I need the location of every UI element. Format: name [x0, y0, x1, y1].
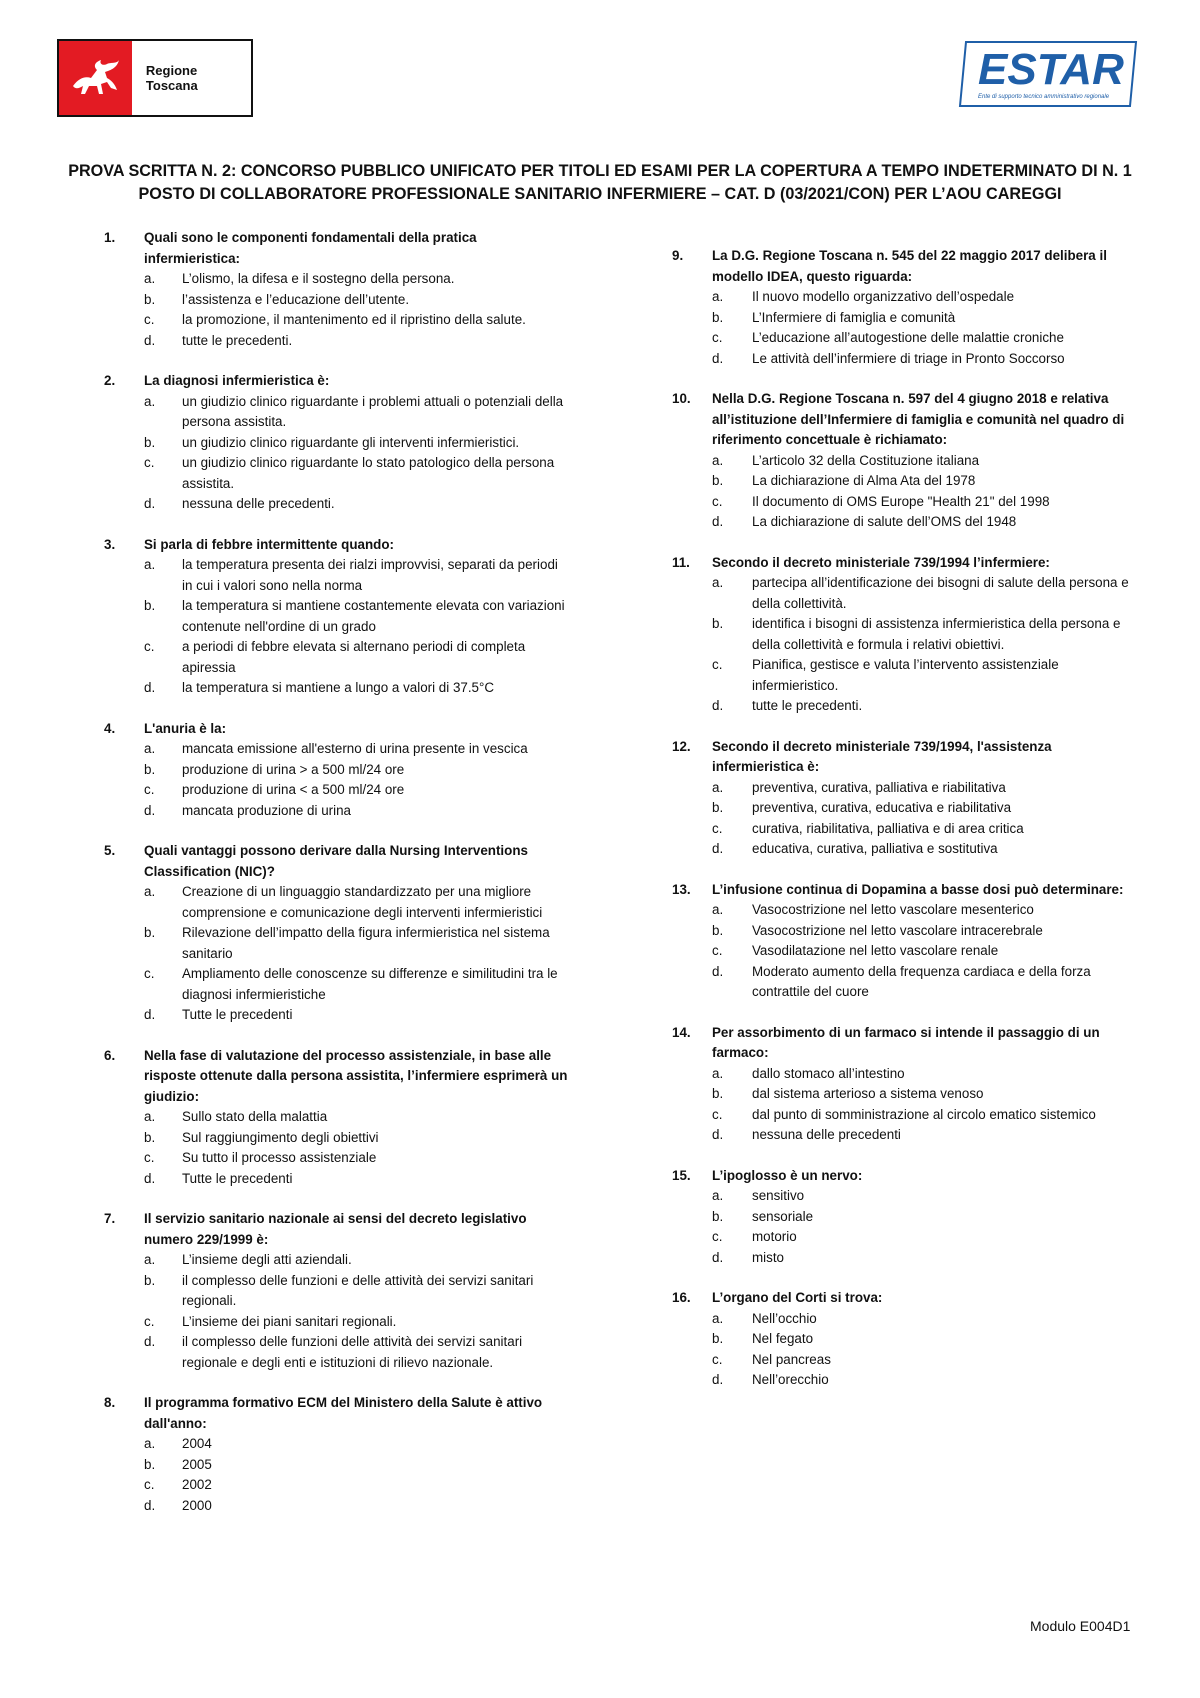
answer-option: [672, 573, 1140, 614]
question-number: 1.: [104, 230, 116, 245]
logo-label: Regione Toscana: [145, 63, 198, 93]
option-letter: b.: [144, 598, 156, 613]
option-letter: c.: [712, 330, 723, 345]
answer-option: [672, 696, 1140, 717]
question-item: [672, 246, 1140, 369]
option-text: L’olismo, la difesa e il sostegno della persona.: [182, 271, 455, 286]
option-letter: a.: [144, 557, 156, 572]
option-letter: d.: [712, 1127, 724, 1142]
question-item: [672, 1023, 1140, 1146]
option-letter: c.: [712, 1229, 723, 1244]
option-letter: b.: [144, 291, 156, 307]
question-text: Nella D.G. Regione Toscana n. 597 del 4 giugno 2018 e relativa all’istituzione dell’Infermiere di famiglia e comunità nel quadro di riferimento concettuale è richiamato:: [712, 391, 1125, 447]
question-number: 8.: [104, 1395, 116, 1410]
question-header: [104, 228, 568, 269]
answer-option: [672, 1329, 1140, 1350]
option-letter: a.: [144, 884, 156, 899]
answer-option: [104, 1312, 568, 1333]
answer-option: [104, 453, 568, 494]
question-text: La diagnosi infermieristica è:: [144, 373, 330, 388]
answer-option: [104, 596, 568, 637]
option-text: il complesso delle funzioni delle attività dei servizi sanitari regionale e degli enti e istituzioni di rilievo nazionale.: [182, 1334, 523, 1370]
question-item: [104, 535, 568, 699]
answer-option: [104, 1148, 568, 1169]
option-letter: a.: [144, 271, 156, 286]
question-header: [104, 535, 568, 556]
answer-option: [672, 962, 1140, 1003]
question-header: [672, 1023, 1140, 1064]
question-number: 11.: [672, 554, 690, 570]
option-text: Pianifica, gestisce e valuta l’intervento assistenziale infermieristico.: [752, 657, 1059, 693]
option-letter: b.: [144, 1456, 156, 1472]
option-text: preventiva, curativa, palliativa e riabilitativa: [752, 779, 1006, 795]
option-text: L’articolo 32 della Costituzione italiana: [752, 452, 980, 468]
question-header: [672, 553, 1140, 574]
option-text: educativa, curativa, palliativa e sostitutiva: [752, 841, 998, 856]
question-number: 16.: [672, 1290, 691, 1305]
question-header: [104, 719, 568, 740]
option-letter: d.: [712, 698, 724, 713]
answer-option: [104, 310, 568, 331]
option-letter: d.: [712, 1249, 724, 1265]
answer-option: [104, 1005, 568, 1026]
question-number: 9.: [672, 248, 684, 263]
answer-option: [104, 923, 568, 964]
pegasus-icon: [59, 41, 132, 115]
option-letter: d.: [144, 680, 156, 695]
question-text: L’organo del Corti si trova:: [712, 1290, 883, 1305]
question-number: 5.: [104, 843, 116, 858]
option-text: dallo stomaco all’intestino: [752, 1065, 905, 1081]
option-text: un giudizio clinico riguardante i problemi attuali o potenziali della persona assistita.: [182, 393, 564, 429]
option-letter: a.: [144, 1109, 156, 1124]
answer-option: [104, 964, 568, 1005]
answer-option: [672, 1370, 1140, 1391]
option-letter: c.: [712, 1351, 723, 1367]
estar-logo: [956, 38, 1140, 110]
option-letter: c.: [144, 966, 155, 981]
answer-option: [104, 678, 568, 699]
option-text: La dichiarazione di salute dell’OMS del 1948: [752, 514, 1017, 529]
answer-option: [104, 1250, 568, 1271]
option-letter: a.: [712, 779, 724, 795]
question-header: [104, 1046, 568, 1108]
option-text: mancata produzione di urina: [182, 802, 351, 818]
option-letter: a.: [144, 1252, 156, 1267]
option-text: sensitivo: [752, 1188, 805, 1203]
option-text: curativa, riabilitativa, palliativa e di area critica: [752, 820, 1024, 836]
option-text: Rilevazione dell’impatto della figura infermieristica nel sistema sanitario: [182, 925, 550, 961]
option-text: Creazione di un linguaggio standardizzato per una migliore comprensione e comunicazione degli interventi infermieristici: [182, 884, 543, 920]
answer-option: [104, 882, 568, 923]
option-letter: c.: [712, 493, 723, 509]
option-letter: d.: [712, 841, 724, 856]
option-letter: b.: [712, 473, 724, 488]
option-letter: d.: [144, 1170, 156, 1186]
question-number: 13.: [672, 881, 691, 897]
option-text: Le attività dell’infermiere di triage in Pronto Soccorso: [752, 350, 1065, 366]
answer-option: [672, 1227, 1140, 1248]
option-letter: b.: [712, 1208, 724, 1224]
question-text: Il programma formativo ECM del Ministero della Salute è attivo dall'anno:: [144, 1395, 543, 1431]
option-letter: d.: [144, 332, 156, 348]
answer-option: [672, 512, 1140, 533]
question-text: Secondo il decreto ministeriale 739/1994, l'assistenza infermieristica è:: [712, 738, 1052, 774]
answer-option: [672, 308, 1140, 329]
option-letter: d.: [144, 496, 156, 511]
answer-option: [104, 433, 568, 454]
option-text: produzione di urina > a 500 ml/24 ore: [182, 761, 405, 777]
answer-option: [104, 1434, 568, 1455]
option-text: Tutte le precedenti: [182, 1170, 293, 1186]
question-number: 3.: [104, 536, 116, 552]
question-number: 7.: [104, 1211, 116, 1226]
answer-option: [672, 1064, 1140, 1085]
option-letter: c.: [712, 657, 723, 672]
answer-option: [672, 921, 1140, 942]
question-number: 12.: [672, 738, 691, 754]
option-text: la temperatura si mantiene costantemente elevata con variazioni contenute nell'ordine di un grado: [182, 598, 565, 634]
option-letter: d.: [712, 514, 724, 529]
option-text: Nell’occhio: [752, 1310, 817, 1326]
option-text: Nel pancreas: [752, 1351, 831, 1367]
option-letter: c.: [712, 1106, 723, 1122]
question-item: [672, 737, 1140, 860]
answer-option: [672, 798, 1140, 819]
question-item: [672, 880, 1140, 1003]
option-letter: c.: [144, 1313, 155, 1329]
question-header: [672, 1166, 1140, 1187]
answer-option: [672, 1248, 1140, 1269]
option-text: la temperatura si mantiene a lungo a valori di 37.5°C: [182, 680, 495, 695]
option-text: sensoriale: [752, 1208, 814, 1224]
question-item: [104, 719, 568, 822]
answer-option: [672, 1186, 1140, 1207]
option-letter: d.: [712, 963, 724, 979]
option-text: tutte le precedenti.: [182, 332, 293, 348]
option-letter: b.: [144, 761, 156, 777]
option-text: la promozione, il mantenimento ed il ripristino della salute.: [182, 312, 526, 327]
question-item: [104, 1046, 568, 1190]
answer-option: [104, 780, 568, 801]
answer-option: [104, 1496, 568, 1517]
answer-option: [672, 778, 1140, 799]
question-item: [104, 371, 568, 515]
answer-option: [104, 269, 568, 290]
option-letter: a.: [712, 1188, 724, 1203]
answer-option: [672, 1084, 1140, 1105]
option-letter: b.: [144, 1129, 156, 1145]
option-letter: a.: [712, 575, 724, 590]
option-text: Vasocostrizione nel letto vascolare intracerebrale: [752, 922, 1043, 938]
option-letter: a.: [144, 741, 156, 756]
question-number: 4.: [104, 720, 116, 736]
option-text: un giudizio clinico riguardante gli interventi infermieristici.: [182, 434, 520, 450]
exam-title: PROVA SCRITTA N. 2: CONCORSO PUBBLICO UNIFICATO PER TITOLI ED ESAMI PER LA COPERTURA A TEMPO INDETERMINATO DI N. 1 POSTO DI COLLABORATORE PROFESSIONALE SANITARIO INFERMIERE – CAT. D (03/2021/CON) PER L’AOU CAREGGI: [68, 162, 1132, 203]
option-text: tutte le precedenti.: [752, 698, 863, 713]
option-letter: b.: [712, 616, 724, 631]
answer-option: [672, 471, 1140, 492]
option-text: L’educazione all’autogestione delle malattie croniche: [752, 330, 1064, 345]
question-item: [672, 1288, 1140, 1391]
option-text: partecipa all’identificazione dei bisogni di salute della persona e della collettività.: [752, 575, 1129, 611]
question-item: [104, 228, 568, 351]
answer-option: [672, 492, 1140, 513]
option-text: L’insieme dei piani sanitari regionali.: [182, 1313, 397, 1329]
option-letter: b.: [712, 309, 724, 325]
regione-toscana-logo: [57, 39, 253, 117]
answer-option: [104, 555, 568, 596]
option-letter: b.: [712, 922, 724, 938]
option-letter: a.: [712, 289, 724, 304]
option-text: Vasocostrizione nel letto vascolare mesenterico: [752, 902, 1034, 917]
answer-option: [104, 494, 568, 515]
question-header: [104, 1393, 568, 1434]
option-letter: b.: [144, 925, 156, 940]
answer-option: [104, 290, 568, 311]
option-text: nessuna delle precedenti: [752, 1127, 901, 1142]
question-header: [672, 737, 1140, 778]
question-text: Quali sono le componenti fondamentali della pratica infermieristica:: [144, 230, 477, 266]
question-header: [104, 1209, 568, 1250]
option-letter: d.: [144, 1007, 156, 1022]
question-header: [672, 389, 1140, 451]
option-text: produzione di urina < a 500 ml/24 ore: [182, 782, 405, 797]
answer-option: [672, 819, 1140, 840]
question-item: [672, 1166, 1140, 1269]
option-text: Vasodilatazione nel letto vascolare renale: [752, 943, 999, 958]
answer-option: [672, 451, 1140, 472]
option-text: a periodi di febbre elevata si alternano periodi di completa apiressia: [182, 639, 526, 675]
option-text: L’Infermiere di famiglia e comunità: [752, 309, 956, 325]
answer-option: [104, 1107, 568, 1128]
option-letter: b.: [144, 1272, 156, 1288]
option-letter: b.: [144, 434, 156, 450]
question-number: 10.: [672, 391, 691, 406]
option-letter: a.: [712, 1310, 724, 1326]
option-letter: c.: [712, 820, 723, 836]
answer-option: [672, 1105, 1140, 1126]
option-text: mancata emissione all'esterno di urina presente in vescica: [182, 741, 528, 756]
answer-option: [672, 1309, 1140, 1330]
question-header: [104, 841, 568, 882]
option-text: 2000: [182, 1497, 212, 1513]
answer-option: [672, 1207, 1140, 1228]
question-item: [104, 1209, 568, 1373]
option-text: il complesso delle funzioni e delle attività dei servizi sanitari regionali.: [182, 1272, 534, 1308]
option-text: motorio: [752, 1229, 797, 1244]
question-number: 2.: [104, 373, 116, 388]
left-question-column: [104, 228, 568, 1536]
option-text: L’insieme degli atti aziendali.: [182, 1252, 352, 1267]
answer-option: [672, 839, 1140, 860]
option-text: preventiva, curativa, educativa e riabilitativa: [752, 800, 1012, 815]
option-text: Su tutto il processo assistenziale: [182, 1150, 377, 1165]
answer-option: [672, 1350, 1140, 1371]
module-code: Modulo E004D1: [1030, 1618, 1131, 1634]
right-question-column: [672, 246, 1140, 1411]
option-letter: d.: [144, 1497, 156, 1513]
question-text: L’ipoglosso è un nervo:: [712, 1167, 863, 1183]
option-text: Ampliamento delle conoscenze su differenze e similitudini tra le diagnosi infermieristiche: [182, 966, 558, 1002]
option-letter: c.: [144, 455, 155, 470]
answer-option: [104, 331, 568, 352]
option-text: la temperatura presenta dei rialzi improvvisi, separati da periodi in cui i valori sono nella norma: [182, 557, 558, 593]
option-letter: a.: [712, 902, 724, 917]
answer-option: [104, 739, 568, 760]
answer-option: [104, 1475, 568, 1496]
option-text: dal punto di somministrazione al circolo ematico sistemico: [752, 1106, 1096, 1122]
question-text: Si parla di febbre intermittente quando:: [144, 536, 394, 552]
answer-option: [672, 328, 1140, 349]
question-number: 6.: [104, 1047, 116, 1063]
question-text: Quali vantaggi possono derivare dalla Nursing Interventions Classification (NIC)?: [144, 843, 528, 879]
option-letter: c.: [144, 639, 155, 654]
answer-option: [104, 1128, 568, 1149]
answer-option: [104, 760, 568, 781]
option-text: 2002: [182, 1477, 212, 1492]
question-number: 15.: [672, 1167, 691, 1183]
question-header: [104, 371, 568, 392]
option-letter: b.: [712, 1086, 724, 1101]
option-letter: a.: [144, 393, 156, 409]
option-letter: d.: [712, 1372, 724, 1387]
option-text: Sul raggiungimento degli obiettivi: [182, 1129, 379, 1145]
option-letter: d.: [712, 350, 724, 366]
question-text: Per assorbimento di un farmaco si intende il passaggio di un farmaco:: [712, 1024, 1100, 1060]
option-letter: d.: [144, 802, 156, 818]
option-letter: c.: [712, 943, 723, 958]
answer-option: [104, 1332, 568, 1373]
question-header: [672, 246, 1140, 287]
question-header: [672, 1288, 1140, 1309]
option-letter: b.: [712, 1331, 724, 1346]
question-text: La D.G. Regione Toscana n. 545 del 22 maggio 2017 delibera il modello IDEA, questo riguarda:: [712, 248, 1107, 284]
option-text: Nell’orecchio: [752, 1372, 829, 1387]
option-text: Il documento di OMS Europe "Health 21" del 1998: [752, 493, 1050, 509]
question-number: 14.: [672, 1024, 691, 1040]
answer-option: [104, 1271, 568, 1312]
answer-option: [104, 1455, 568, 1476]
option-letter: d.: [144, 1334, 156, 1349]
question-text: Secondo il decreto ministeriale 739/1994 l’infermiere:: [712, 554, 1050, 570]
option-letter: c.: [144, 1150, 155, 1165]
option-text: Moderato aumento della frequenza cardiaca e della forza contrattile del cuore: [752, 963, 1091, 999]
answer-option: [104, 392, 568, 433]
option-text: 2005: [182, 1456, 212, 1472]
question-text: L'anuria è la:: [144, 720, 227, 736]
option-letter: b.: [712, 800, 724, 815]
answer-option: [104, 637, 568, 678]
option-letter: a.: [712, 1065, 724, 1081]
estar-logo-text: ESTAR: [978, 45, 1124, 94]
option-text: 2004: [182, 1436, 212, 1451]
answer-option: [672, 287, 1140, 308]
question-item: [672, 389, 1140, 533]
option-text: nessuna delle precedenti.: [182, 496, 335, 511]
question-header: [672, 880, 1140, 901]
question-item: [104, 841, 568, 1026]
option-letter: c.: [144, 312, 155, 327]
question-text: Il servizio sanitario nazionale ai sensi del decreto legislativo numero 229/1999 è:: [144, 1211, 527, 1247]
option-text: un giudizio clinico riguardante lo stato patologico della persona assistita.: [182, 455, 555, 491]
question-text: L’infusione continua di Dopamina a basse dosi può determinare:: [712, 881, 1124, 897]
answer-option: [672, 349, 1140, 370]
answer-option: [672, 1125, 1140, 1146]
question-item: [672, 553, 1140, 717]
option-text: La dichiarazione di Alma Ata del 1978: [752, 473, 976, 488]
option-text: l’assistenza e l’educazione dell’utente.: [182, 291, 410, 307]
estar-logo-subtitle: Ente di supporto tecnico amministrativo regionale: [978, 94, 1110, 100]
answer-option: [672, 614, 1140, 655]
answer-option: [104, 1169, 568, 1190]
answer-option: [104, 801, 568, 822]
option-letter: a.: [712, 452, 724, 468]
option-text: misto: [752, 1249, 784, 1265]
option-text: Sullo stato della malattia: [182, 1109, 328, 1124]
option-letter: c.: [144, 782, 155, 797]
option-text: Nel fegato: [752, 1331, 814, 1346]
option-text: dal sistema arterioso a sistema venoso: [752, 1086, 984, 1101]
option-text: Tutte le precedenti: [182, 1007, 293, 1022]
question-item: [104, 1393, 568, 1516]
answer-option: [672, 655, 1140, 696]
option-letter: c.: [144, 1477, 155, 1492]
option-text: Il nuovo modello organizzativo dell’ospedale: [752, 289, 1015, 304]
option-letter: a.: [144, 1436, 156, 1451]
option-text: identifica i bisogni di assistenza infermieristica della persona e della collettività e formula i relativi obiettivi.: [752, 616, 1121, 652]
answer-option: [672, 900, 1140, 921]
question-text: Nella fase di valutazione del processo assistenziale, in base alle risposte ottenute dalla persona assistita, l’infermiere esprimerà un giudizio:: [144, 1047, 568, 1104]
answer-option: [672, 941, 1140, 962]
